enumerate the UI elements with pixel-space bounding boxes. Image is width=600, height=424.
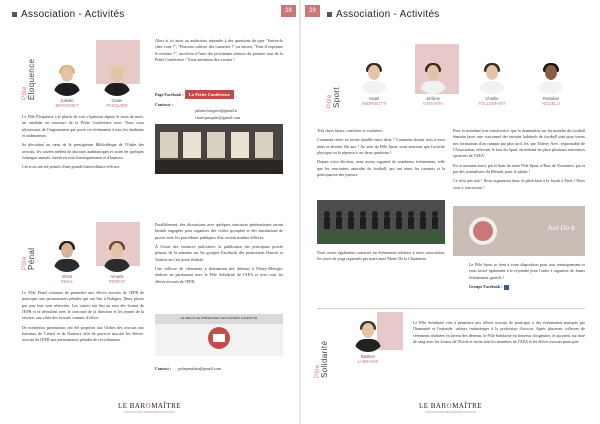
portrait-photo bbox=[357, 60, 391, 94]
portrait-photo bbox=[416, 60, 450, 94]
eloquence-text: Le Pôle Éloquence a le plaisir de voir s'épanouir depuis le mois de mars, un candidat au concours de la Petite Conférence avec. Nous vous réjouissons de l'engouement que porte cet événement à tous les étudiants et audimateurs. Sa déroulant au cœur de la prestigieuse Bibliothèque de l'Ordre des avocats, les soirées mêlent de discours audimatiques et notes de quelques échanges amusés, furent en cela d'enseignements et d'humour. Ces trois ont eté primés d'une grande bienveillance efficace. bbox=[22, 114, 144, 170]
sport-banner-image bbox=[453, 206, 585, 256]
portrait-photo bbox=[351, 318, 385, 352]
sport-text: Très chers futurs, confrères et confrères, Comment rester en forme durable entre deux ? Comment dormir trois à vous nuits et devenir élu aux ? Au sein du Pôle Sport, nous œuvrons que l'activité physique ou la réponse à ces deux questions ! Depuis votre élection, nous avons organisé de nombreux événements, telle que les rencontres amicales de football, qui ont réuni les tournois et la participation des joueurs. bbox=[317, 128, 445, 178]
portrait-photo bbox=[100, 238, 134, 272]
header-title: Association - Activités bbox=[21, 9, 125, 20]
penal-poster-image bbox=[155, 314, 283, 356]
portrait-photo bbox=[475, 60, 509, 94]
page-header bbox=[327, 9, 440, 20]
header-square-icon bbox=[12, 12, 17, 17]
team-photo bbox=[317, 200, 445, 244]
sport-right-text: Pour la troisième fois consécutive, que la domination sur les mondes du football féminin (avec une couronne) des terrains habituels de football sont pour toutes nos formations d'un campus par plus tard, les, par Thierry Arec, responsable de l'Association, effectuer le foot du Sport, en mettant en place plusieurs rencontres sportives de l'AEA. En ce moment aussi, par le biais de notre Pôle Sport, à Bois de Vincennes, par et par des journalistes du Hérault, pour le plaisir ! Ce n'est pas fini ! Nous organisons donc le plein bien à la Juyuk à Paris ! Nous vous y retrouvons ! bbox=[453, 128, 585, 190]
penal-text: Le Pôle Pénal continue de permettre aux élèves avocats de l'EFB de participer aux permanences pénales qui ont lieu à Bobigny. Deux places par jour leur sont réservées. Les visites ont lieu au sein des locaux de l'EFB et se déroulent avec le concours de la direction et les jeunes de la session, aux côtés des avocats commis d'office. De nombreux partenariats ont été proposés aux Ordres des avocats aux barreaux de Créteil et de Nanterre afin de pouvoir inscrire les élèves-avocats de l'EFB aux permanences pénales de ces tribunaux. bbox=[22, 290, 144, 343]
page-header bbox=[12, 9, 125, 20]
portrait-photo bbox=[50, 62, 84, 96]
pole-sport-label: Pôle Sport bbox=[327, 86, 341, 108]
poster-caption: LE REFUS DE PRÉSENTER SES PAPIERS D'IDENTITÉ bbox=[180, 316, 258, 320]
page-footer: LE BAROMAÎTRE ASSOCIATION DES ÉLÈVES AVOCATS bbox=[0, 402, 299, 414]
right-page bbox=[301, 0, 600, 424]
penal-right-text: Parallèlement, des discussions avec quelques structures pénitentiaires seront bientôt engagées pour organiser des visites groupées et des simulations de procès avec les procédures publiques d'un certain nombre d'élèves. À l'issue des vacances judiciaires, la publication des principaux procès pénaux de la semaine sur les groupes Facebook des promotions Darrois et Toubon ne s'est point réalisée. Une collecte de vêtements à destination des détenus à Fleury-Mérogis, réalisée en partenariat avec le Pôle Solidarité de l'AEA et avec tous les élèves-avocats de l'EFB. bbox=[155, 222, 283, 284]
left-page bbox=[0, 0, 299, 424]
person-card: Asaël ANDRIEUTTI bbox=[357, 60, 391, 107]
solidarite-text: Le Pôle Solidarité vise à permettre aux élèves avocats de participer à des événements marqués par l'humanité et l'entraide, valeurs intrinsèques à la profession d'avocat. Après plusieurs collectes de vêtements réalisées en faveur des détenus, le Pôle Solidarité est heureux d'organiser, le quotient, sur doté de sang avec les locaux de l'Ecole et invite tout les membres de l'AEA et les élèves avocats participer. bbox=[413, 320, 585, 345]
banner-slogan: Just Do It bbox=[547, 224, 575, 232]
facebook-page-banner[interactable]: La Petite Conférence bbox=[185, 90, 234, 99]
bar-maitre-logo: LE BAROMAÎTRE bbox=[418, 402, 483, 410]
pole-solidarite-label: Pôle Solidarité bbox=[315, 340, 329, 378]
portrait-photo bbox=[534, 60, 568, 94]
contact-email[interactable]: polepenalaea@gmail.com bbox=[178, 366, 221, 371]
person-card: Jérôme GARANTA bbox=[416, 60, 450, 107]
portrait-photo bbox=[50, 238, 84, 272]
penal-contact: Contact : polepenalaea@gmail.com bbox=[155, 366, 221, 371]
facebook-icon[interactable] bbox=[504, 285, 509, 290]
contact-email[interactable]: claire.pasquier@gmail.com bbox=[195, 114, 241, 120]
person-card: Amaris PEREAT bbox=[100, 238, 134, 285]
person-card: Claire PASQUIER bbox=[100, 62, 134, 109]
person-card: Juliette BERGERET bbox=[50, 62, 84, 109]
header-title: Association - Activités bbox=[336, 9, 440, 20]
pole-penal-label: Pôle Pénal bbox=[22, 247, 36, 270]
section-divider bbox=[317, 308, 585, 309]
person-card: Victor RINAL bbox=[50, 238, 84, 285]
eloquence-right-text: Alors si ici aussi ou audacieux répondre à des questions du type "Suivez-le chez vous ?", "Pouvons cultiver des causeries ?" ou encore, "Faut-il exprimer le ressenti ?", inscrivez à l'une des prochaines séances du premier tour de la Petite Conférence ! Nous attendons des vivants ! bbox=[155, 38, 283, 63]
sport-text-bottom: Nous avons également contactés un évènement solidaire à notre association, les cours de yoga organisés par notre amie Marie De la Chaumerie. bbox=[317, 250, 445, 262]
library-photo bbox=[155, 124, 283, 174]
contact-email[interactable]: juliette.bergeret@gmail.fr bbox=[195, 108, 238, 114]
person-card: Rosaline NGUELU bbox=[534, 60, 568, 107]
portrait-photo bbox=[100, 62, 134, 96]
sport-contact-text: Le Pôle Sport se tient à votre disposition pour tout renseignement et vous invite également à le rejoindre pour l'aider à organiser de futurs événements sportifs ! Groupe Facebook : bbox=[469, 262, 585, 290]
page-number: 29 bbox=[305, 5, 320, 17]
person-card: Charlie FOLLENFANT bbox=[475, 60, 509, 107]
bar-maitre-logo: LE BAROMAÎTRE bbox=[117, 402, 182, 410]
header-square-icon bbox=[327, 12, 332, 17]
page-footer: LE BAROMAÎTRE ASSOCIATION DES ÉLÈVES AVOCATS bbox=[301, 402, 600, 414]
eloquence-contacts: Page Facebook : La Petite Conférence Contacts : juliette.bergeret@gmail.fr claire.pasquier@gmail.com bbox=[155, 90, 283, 121]
page-number: 28 bbox=[281, 5, 296, 17]
person-card: Bastien LABRANIE bbox=[351, 318, 385, 365]
pole-eloquence-label: Pôle Éloquence bbox=[22, 58, 36, 100]
